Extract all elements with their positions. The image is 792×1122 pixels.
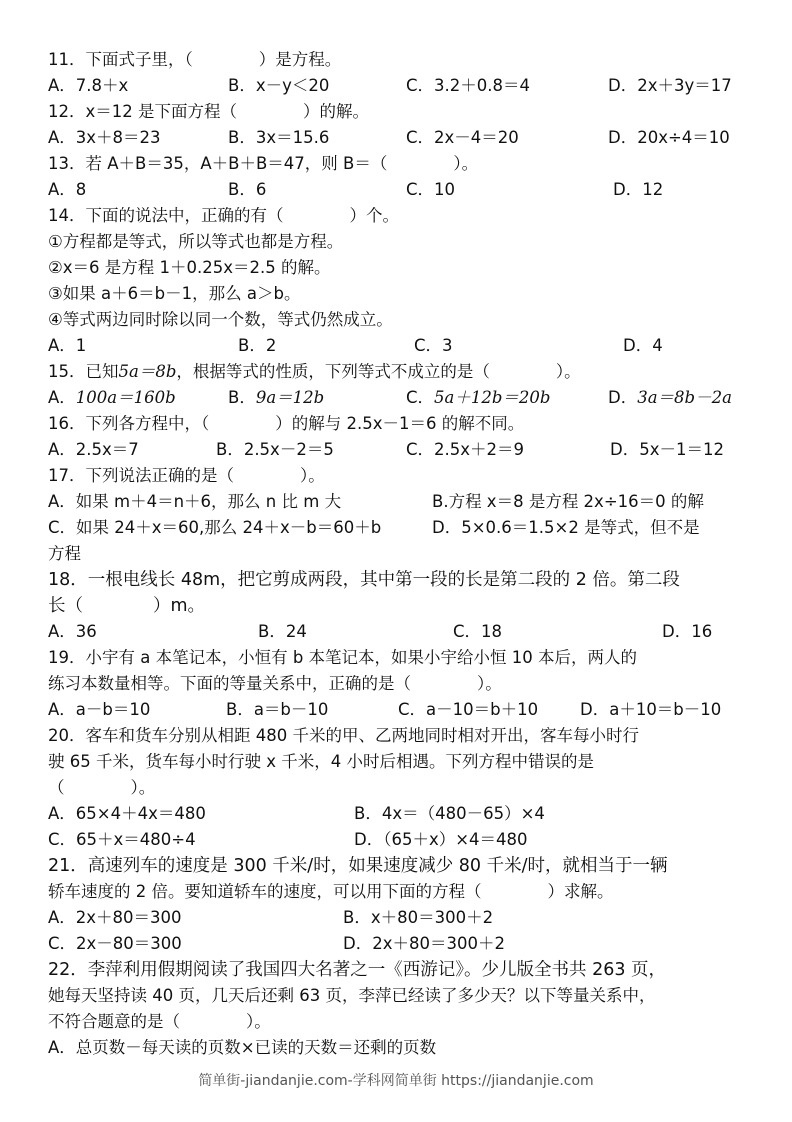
q15-option-d bbox=[608, 385, 732, 411]
q15-option-d-label: D． bbox=[608, 388, 638, 407]
q15-option-a-label: A． bbox=[48, 388, 76, 407]
q14-statement-1: ①方程都是等式，所以等式也都是方程。 bbox=[48, 232, 344, 251]
q15-stem-pre: 15．已知 bbox=[48, 362, 119, 381]
q22-option-a: A．总页数－每天读的页数×已读的天数＝还剩的页数 bbox=[48, 1038, 437, 1057]
q17-option-b: B.方程 x＝8 是方程 2x÷16＝0 的解 bbox=[432, 492, 704, 511]
q17-option-d: D．5×0.6＝1.5×2 是等式，但不是 bbox=[432, 518, 700, 537]
q14-statement-4: ④等式两边同时除以同一个数，等式仍然成立。 bbox=[48, 310, 393, 329]
q15-option-a bbox=[48, 385, 176, 411]
q14-option-b: B．2 bbox=[238, 336, 277, 355]
q19-option-b: B．a＝b－10 bbox=[226, 700, 329, 719]
q19-stem-line2: 练习本数量相等。下面的等量关系中，正确的是（ ）。 bbox=[48, 674, 502, 693]
q12-option-c: C．2x－4＝20 bbox=[406, 128, 519, 147]
q15-option-b-label: B． bbox=[228, 388, 256, 407]
q16-stem: 16．下列各方程中，（ ）的解与 2.5x－1＝6 的解不同。 bbox=[48, 414, 525, 433]
footer-watermark: 简单街-jiandanjie.com-学科网简单街 https://jiandanjie.com bbox=[198, 1073, 594, 1089]
q22-stem-line2: 她每天坚持读 40 页，几天后还剩 63 页，李萍已经读了多少天？以下等量关系中， bbox=[48, 986, 656, 1005]
q15-option-a-formula: 100a＝160b bbox=[75, 388, 176, 407]
q11-option-c: C．3.2＋0.8＝4 bbox=[406, 76, 530, 95]
q20-stem-line2: 驶 65 千米，货车每小时行驶 x 千米，4 小时后相遇。下列方程中错误的是 bbox=[48, 752, 594, 771]
q19-option-d: D．a＋10＝b－10 bbox=[580, 700, 722, 719]
q13-option-b: B．6 bbox=[228, 180, 267, 199]
q15-option-c-formula: 5a＋12b＝20b bbox=[434, 388, 551, 407]
q17-option-c: C．如果 24＋x＝60,那么 24＋x－b＝60＋b bbox=[48, 518, 382, 537]
q20-option-c: C．65＋x＝480÷4 bbox=[48, 830, 196, 849]
q20-option-d: D．（65＋x）×4＝480 bbox=[354, 830, 528, 849]
q15-stem-post: ，根据等式的性质，下列等式不成立的是（ ）。 bbox=[176, 362, 581, 381]
q15-stem bbox=[48, 359, 768, 385]
q20-option-b: B．4x＝（480－65）×4 bbox=[354, 804, 545, 823]
q20-stem-line1: 20．客车和货车分别从相距 480 千米的甲、乙两地同时相对开出，客车每小时行 bbox=[48, 726, 639, 745]
q17-option-a: A．如果 m＋4＝n＋6，那么 n 比 m 大 bbox=[48, 492, 342, 511]
q15-option-c-label: C． bbox=[406, 388, 435, 407]
q17-option-d-continued: 方程 bbox=[48, 544, 81, 563]
q15-option-b-formula: 9a＝12b bbox=[255, 388, 325, 407]
q11-stem: 11．下面式子里，（ ）是方程。 bbox=[48, 50, 342, 69]
q20-option-a: A．65×4＋4x＝480 bbox=[48, 804, 206, 823]
q21-option-a: A．2x＋80＝300 bbox=[48, 908, 182, 927]
q18-option-d: D．16 bbox=[662, 622, 713, 641]
q11-option-d: D．2x＋3y＝17 bbox=[608, 76, 732, 95]
q11-option-b: B．x－y＜20 bbox=[228, 76, 330, 95]
q19-option-a: A．a－b＝10 bbox=[48, 700, 151, 719]
q18-stem-line1: 18．一根电线长 48m，把它剪成两段，其中第一段的长是第二段的 2 倍。第二段 bbox=[48, 570, 680, 590]
q14-statement-3: ③如果 a＋6＝b－1，那么 a＞b。 bbox=[48, 284, 301, 303]
q15-option-c bbox=[406, 385, 550, 411]
q13-option-c: C．10 bbox=[406, 180, 456, 199]
q21-stem-line2: 轿车速度的 2 倍。要知道轿车的速度，可以用下面的方程（ ）求解。 bbox=[48, 882, 614, 901]
q16-option-a: A．2.5x＝7 bbox=[48, 440, 139, 459]
q13-option-d: D．12 bbox=[613, 180, 664, 199]
q19-stem-line1: 19．小宇有 a 本笔记本，小恒有 b 本笔记本，如果小宇给小恒 10 本后，两人的 bbox=[48, 648, 638, 667]
q18-option-c: C．18 bbox=[453, 622, 503, 641]
q20-stem-line3: （ ）。 bbox=[48, 778, 156, 797]
q18-option-a: A．36 bbox=[48, 622, 97, 641]
q16-option-c: C．2.5x＋2＝9 bbox=[406, 440, 525, 459]
q21-stem-line1: 21．高速列车的速度是 300 千米/时，如果速度减少 80 千米/时，就相当于一辆 bbox=[48, 856, 668, 876]
q21-option-c: C．2x－80＝300 bbox=[48, 934, 182, 953]
q11-option-a: A．7.8＋x bbox=[48, 76, 129, 95]
q15-stem-formula: 5a＝8b bbox=[118, 362, 177, 381]
q15-option-b bbox=[228, 385, 324, 411]
q13-stem: 13．若 A＋B＝35，A＋B＋B＝47，则 B＝（ ）。 bbox=[48, 154, 479, 173]
q18-stem-line2: 长（ ）m。 bbox=[48, 596, 206, 616]
q22-stem-line1: 22．李萍利用假期阅读了我国四大名著之一《西游记》。少儿版全书共 263 页， bbox=[48, 960, 667, 980]
q18-option-b: B．24 bbox=[258, 622, 307, 641]
q15-option-d-formula: 3a＝8b－2a bbox=[637, 388, 732, 407]
q16-option-b: B．2.5x－2＝5 bbox=[216, 440, 334, 459]
q12-stem: 12．x＝12 是下面方程（ ）的解。 bbox=[48, 102, 370, 121]
q14-option-a: A．1 bbox=[48, 336, 87, 355]
q22-stem-line3: 不符合题意的是（ ）。 bbox=[48, 1012, 271, 1031]
q14-option-c: C．3 bbox=[414, 336, 453, 355]
q14-stem: 14．下面的说法中，正确的有（ ）个。 bbox=[48, 206, 399, 225]
q21-option-d: D．2x＋80＝300＋2 bbox=[343, 934, 505, 953]
q12-option-a: A．3x＋8＝23 bbox=[48, 128, 161, 147]
q12-option-b: B．3x＝15.6 bbox=[228, 128, 330, 147]
q17-stem: 17．下列说法正确的是（ ）。 bbox=[48, 466, 325, 485]
q14-option-d: D．4 bbox=[623, 336, 663, 355]
q21-option-b: B．x＋80＝300＋2 bbox=[343, 908, 494, 927]
q16-option-d: D．5x－1＝12 bbox=[610, 440, 724, 459]
q12-option-d: D．20x÷4＝10 bbox=[608, 128, 730, 147]
q13-option-a: A．8 bbox=[48, 180, 87, 199]
q19-option-c: C．a－10＝b＋10 bbox=[398, 700, 539, 719]
q14-statement-2: ②x＝6 是方程 1＋0.25x＝2.5 的解。 bbox=[48, 258, 331, 277]
